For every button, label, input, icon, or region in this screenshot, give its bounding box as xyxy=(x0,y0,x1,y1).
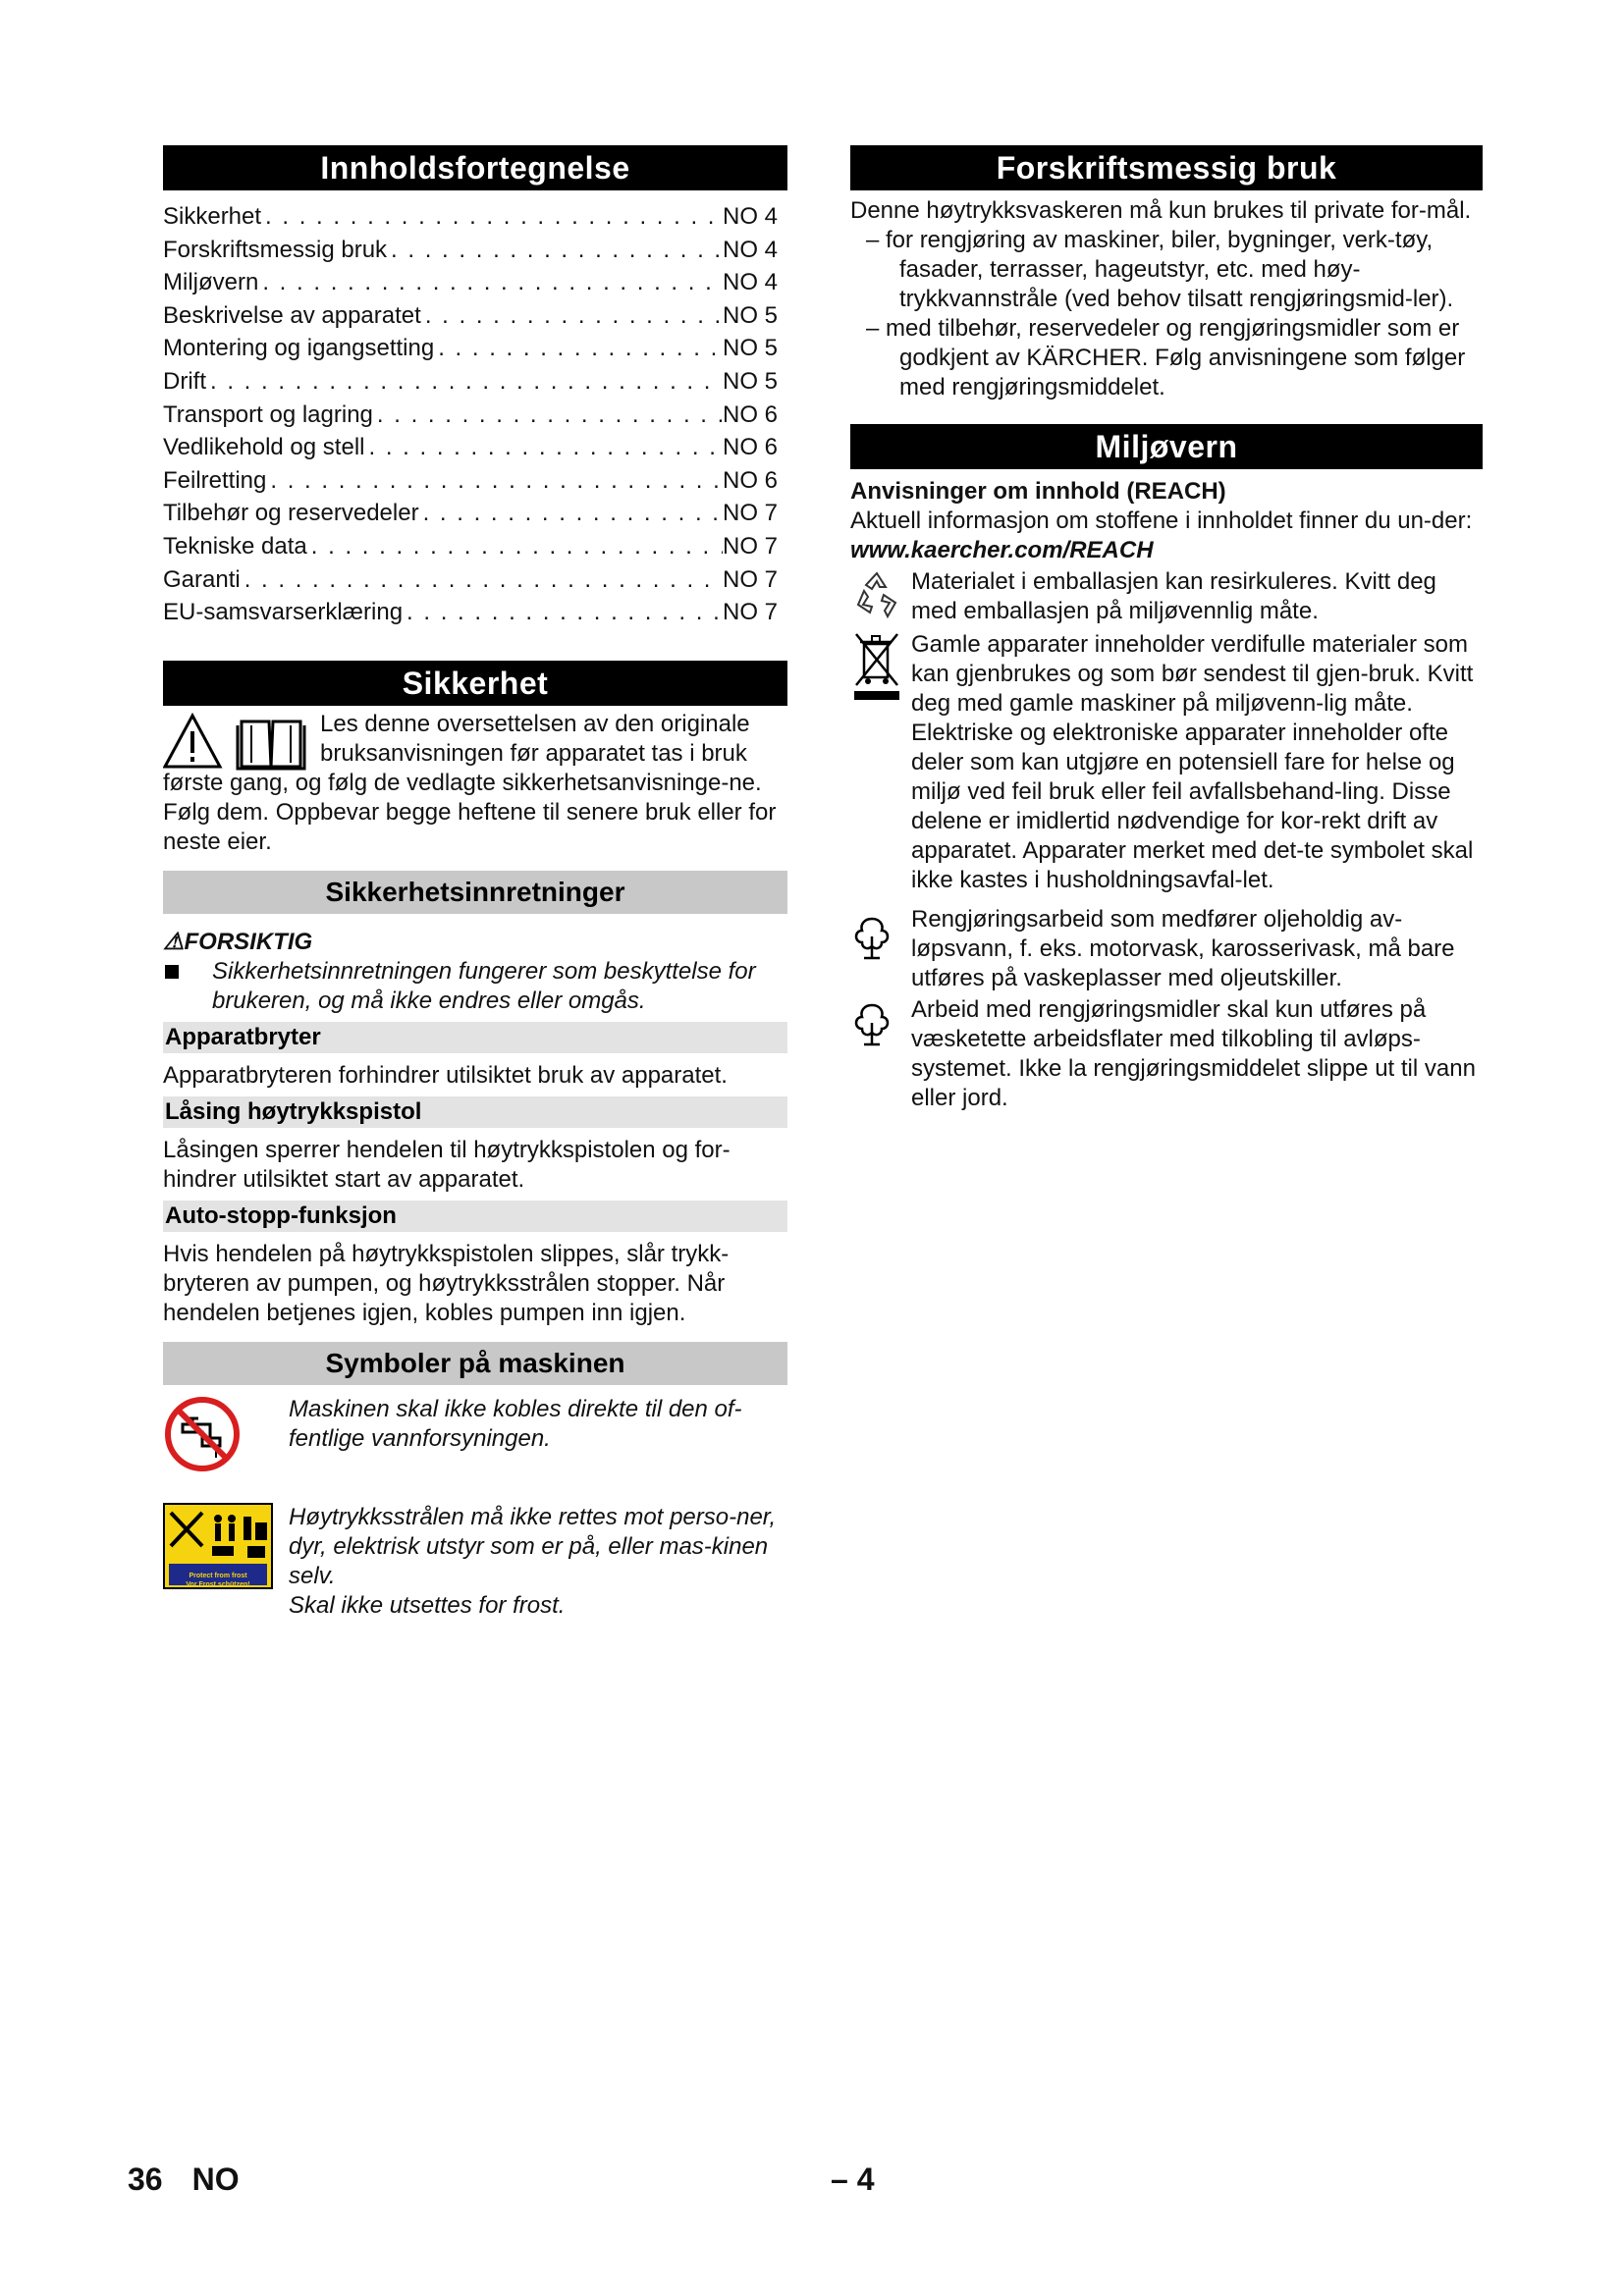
environment-icon xyxy=(850,995,911,1113)
env-cleaner: Arbeid med rengjøringsmidler skal kun utføres på væsketette arbeidsflater med tilkobling til avløps-systemet. Ikke la rengjøringsmiddelet slippe ut til vann eller jord. xyxy=(850,995,1483,1113)
toc-entry[interactable]: Montering og igangsetting . . . NO 5 xyxy=(163,332,787,365)
reach-link[interactable]: www.kaercher.com/REACH xyxy=(850,537,1154,563)
safety-intro-first: Les denne oversettelsen av den originale bruksanvisningen før apparatet tas i bruk xyxy=(320,710,750,767)
env-weee xyxy=(850,630,1483,895)
reach-heading: Anvisninger om innhold (REACH) xyxy=(850,478,1226,505)
high-pressure-text: Høytrykksstrålen må ikke rettes mot perso-ner, dyr, elektrisk utstyr som er på, eller mas-kinen selv. xyxy=(289,1503,777,1589)
sub-page-number: – 4 xyxy=(831,2162,875,2197)
toc-entry[interactable]: Beskrivelse av apparatet . . . NO 5 xyxy=(163,299,787,333)
toc-entry[interactable]: Sikkerhet . . . NO 4 xyxy=(163,200,787,234)
right-column xyxy=(850,145,1483,1113)
frost-text: Skal ikke utsettes for frost. xyxy=(289,1591,566,1619)
intended-use-intro: Denne høytrykksvaskeren må kun brukes til private for-mål. xyxy=(850,197,1472,224)
weee-text-2: Elektriske og elektroniske apparater inneholder ofte deler som kan utgjøre en potensiell fare for helse og miljø ved feil bruk eller feil avfallsbehand-ling. Disse delene er imidlertid nødvendige for kor-rekt drift av apparatet. Apparater merket med det-te symbolet skal ikke kastes i husholdningsavfal-let. xyxy=(911,720,1474,893)
subheading-gun-lock: Låsing høytrykkspistol xyxy=(163,1096,787,1128)
toc-entry[interactable]: Tilbehør og reservedeler . . . NO 7 xyxy=(163,497,787,530)
intended-use-item: – med tilbehør, reservedeler og rengjøringsmidler som er godkjent av KÄRCHER. Følg anvisningene som følger med rengjøringsmiddelet. xyxy=(866,315,1466,400)
section-title-intended-use: Forskriftsmessig bruk xyxy=(850,145,1483,190)
safety-intro-icons xyxy=(163,712,310,771)
weee-text: Gamle apparater inneholder verdifulle materialer som kan gjenbrukes og som bør sendest til gjen-bruk. Kvitt deg med gamle maskiner på miljøvenn-lig måte. xyxy=(911,631,1474,717)
toc-entry[interactable]: Transport og lagring . . . NO 6 xyxy=(163,399,787,432)
left-column xyxy=(163,145,787,1621)
subheading-auto-stop: Auto-stopp-funksjon xyxy=(163,1201,787,1232)
frost-label: Protect from frost Vor Frost schützen! xyxy=(186,1572,250,1588)
symbol-water-supply: Maskinen skal ikke kobles direkte til den of-fentlige vannforsyningen. xyxy=(163,1395,787,1481)
page-number: 36 NO xyxy=(128,2162,240,2197)
crossed-bin-icon xyxy=(850,630,911,895)
intended-use-item: – for rengjøring av maskiner, biler, bygninger, verk-tøy, fasader, terrasser, hageutstyr, etc. med høy-trykkvannstråle (ved behov tilsatt rengjøringsmid-ler). xyxy=(866,227,1454,312)
toc-entry[interactable]: Feilretting . . . NO 6 xyxy=(163,464,787,498)
warning-manual-icon xyxy=(163,712,310,773)
high-pressure-warning-icon xyxy=(163,1503,289,1621)
table-of-contents xyxy=(163,200,787,629)
toc-entry[interactable]: Garanti . . . NO 7 xyxy=(163,563,787,597)
device-switch-text: Apparatbryteren forhindrer utilsiktet bruk av apparatet. xyxy=(163,1061,728,1089)
env-oil: Rengjøringsarbeid som medfører oljeholdig av-løpsvann, f. eks. motorvask, karosserivask, må bare utføres på vaskeplasser med oljeutskiller. xyxy=(850,905,1483,993)
section-title-symbols: Symboler på maskinen xyxy=(163,1342,787,1385)
section-title-safety-devices: Sikkerhetsinnretninger xyxy=(163,871,787,914)
toc-entry[interactable]: EU-samsvarserklæring . . . NO 7 xyxy=(163,596,787,629)
caution-label: ⚠FORSIKTIG xyxy=(163,928,313,955)
section-title-environment: Miljøvern xyxy=(850,424,1483,469)
toc-entry[interactable]: Tekniske data . . . NO 7 xyxy=(163,530,787,563)
safety-intro xyxy=(163,706,787,857)
env-recycle: Materialet i emballasjen kan resirkuleres. Kvitt deg med emballasjen på miljøvennlig måte. xyxy=(850,567,1483,628)
no-direct-water-connection-icon xyxy=(163,1395,289,1481)
bullet-square-icon xyxy=(165,965,179,979)
safety-intro-rest: første gang, og følg de vedlagte sikkerhetsanvisninge-ne. Følg dem. Oppbevar begge heftene til senere bruk eller for neste eier. xyxy=(163,769,777,855)
symbol-high-pressure xyxy=(163,1503,787,1621)
recycle-icon xyxy=(850,567,911,628)
auto-stop-text: Hvis hendelen på høytrykkspistolen slippes, slår trykk-bryteren av pumpen, og høytrykksstrålen stopper. Når hendelen betjenes igjen, kobles pumpen inn igjen. xyxy=(163,1240,730,1326)
reach-text: Aktuell informasjon om stoffene i innholdet finner du un-der: xyxy=(850,507,1473,534)
gun-lock-text: Låsingen sperrer hendelen til høytrykkspistolen og for-hindrer utilsiktet start av apparatet. xyxy=(163,1136,731,1193)
toc-entry[interactable]: Drift . . . NO 5 xyxy=(163,365,787,399)
section-title-safety: Sikkerhet xyxy=(163,661,787,706)
toc-entry[interactable]: Forskriftsmessig bruk . . . NO 4 xyxy=(163,234,787,267)
environment-icon xyxy=(850,905,911,993)
toc-entry[interactable]: Miljøvern . . . NO 4 xyxy=(163,266,787,299)
subheading-device-switch: Apparatbryter xyxy=(163,1022,787,1053)
toc-entry[interactable]: Vedlikehold og stell . . . NO 6 xyxy=(163,431,787,464)
toc-title: Innholdsfortegnelse xyxy=(163,145,787,190)
caution-bullet: Sikkerhetsinnretningen fungerer som beskyttelse for brukeren, og må ikke endres eller omgås. xyxy=(163,957,787,1016)
